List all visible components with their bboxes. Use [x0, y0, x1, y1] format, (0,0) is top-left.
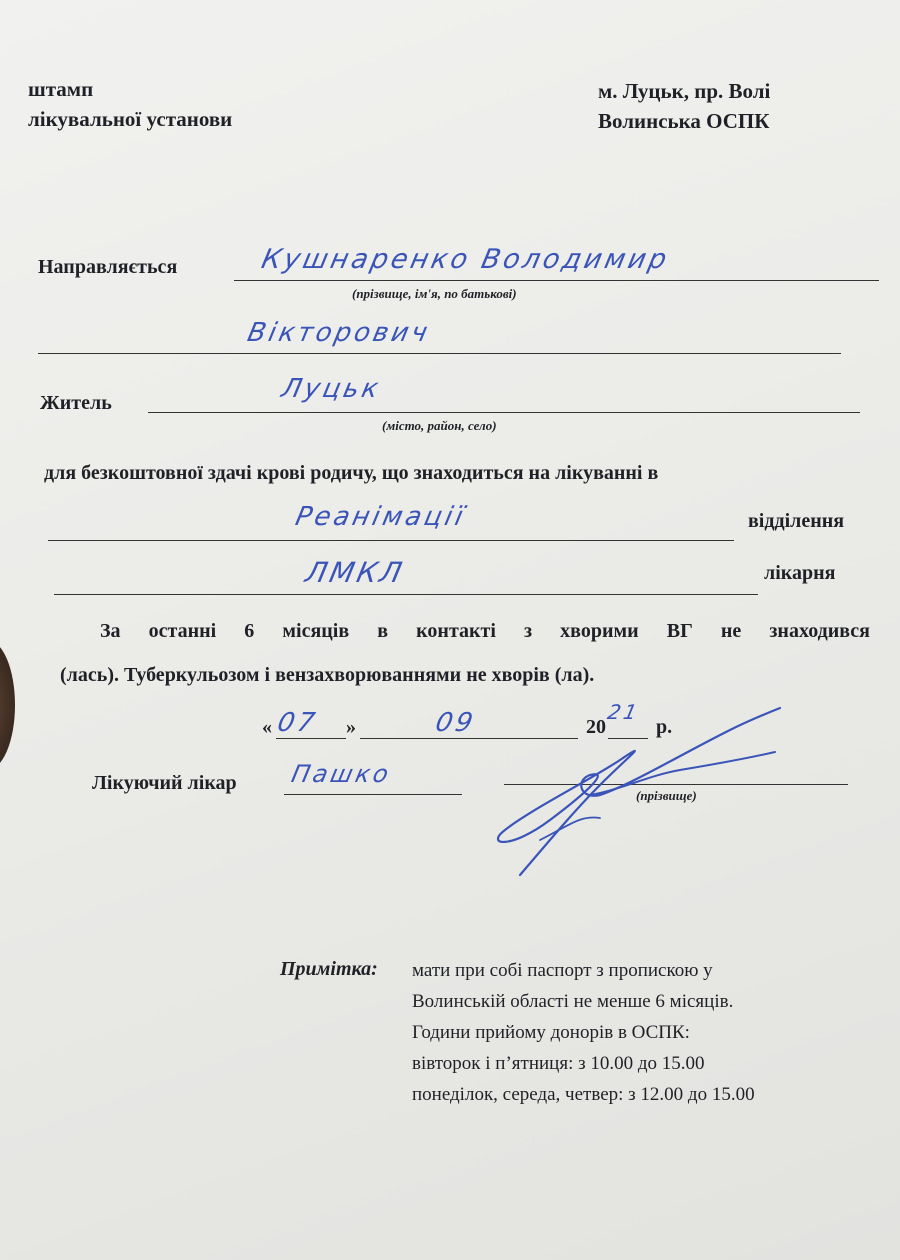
note-line: вівторок і п’ятниця: з 10.00 до 15.00	[412, 1053, 705, 1074]
note-line: понеділок, середа, четвер: з 12.00 до 15.00	[412, 1084, 755, 1105]
year-prefix: 20	[586, 716, 606, 738]
note-line: Волинській області не менше 6 місяців.	[412, 991, 734, 1012]
department-handwritten: Реанімації	[292, 502, 469, 532]
day-line	[276, 738, 346, 739]
doctor-surname-line	[284, 794, 462, 795]
resident-line	[148, 412, 860, 413]
department-line	[48, 540, 734, 541]
doctor-signature	[480, 700, 790, 890]
address-line: м. Луцьк, пр. Волі	[598, 79, 771, 103]
department-label: відділення	[748, 510, 845, 532]
name-line-2	[38, 353, 841, 354]
date-close-quote: »	[346, 716, 356, 738]
note-line: Години прийому донорів в ОСПК:	[412, 1022, 690, 1043]
date-open-quote: «	[262, 716, 272, 738]
referral-label: Направляється	[38, 256, 178, 278]
name-hint: (прізвище, ім'я, по батькові)	[352, 286, 517, 301]
statement-line-2: (лась). Туберкульозом і вензахворюваннями не хворів (ла).	[60, 664, 595, 686]
name-line-1	[234, 280, 879, 281]
doctor-label: Лікуючий лікар	[92, 772, 237, 794]
hospital-label: лікарня	[764, 562, 836, 584]
resident-hint: (місто, район, село)	[382, 418, 497, 433]
doctor-surname-hint: (прізвище)	[636, 788, 697, 803]
organization-name: Волинська ОСПК	[598, 109, 770, 133]
purpose-text: для безкоштовної здачі крові родичу, що знаходиться на лікуванні в	[44, 462, 659, 484]
hospital-handwritten: ЛМКЛ	[302, 556, 408, 589]
resident-label: Житель	[40, 392, 112, 414]
note-line: мати при собі паспорт з пропискою у	[412, 960, 713, 981]
year-abbr: р.	[656, 716, 673, 738]
doctor-surname-handwritten: Пашко	[289, 760, 394, 788]
month-handwritten: 09	[432, 708, 479, 738]
stamp-label: штамп	[28, 77, 94, 101]
note-title: Примітка:	[280, 958, 378, 980]
institution-label: лікувальної установи	[28, 107, 233, 131]
day-handwritten: 07	[274, 708, 321, 738]
resident-handwritten: Луцьк	[278, 374, 384, 404]
name-handwritten-1: Кушнаренко Володимир	[258, 244, 673, 275]
year-handwritten: 21	[605, 700, 643, 724]
name-handwritten-2: Вікторович	[244, 318, 434, 348]
statement-line-1: За останні 6 місяців в контакті з хворими ВГ не знаходився	[100, 620, 870, 642]
hospital-line	[54, 594, 758, 595]
finger-edge	[0, 640, 15, 770]
